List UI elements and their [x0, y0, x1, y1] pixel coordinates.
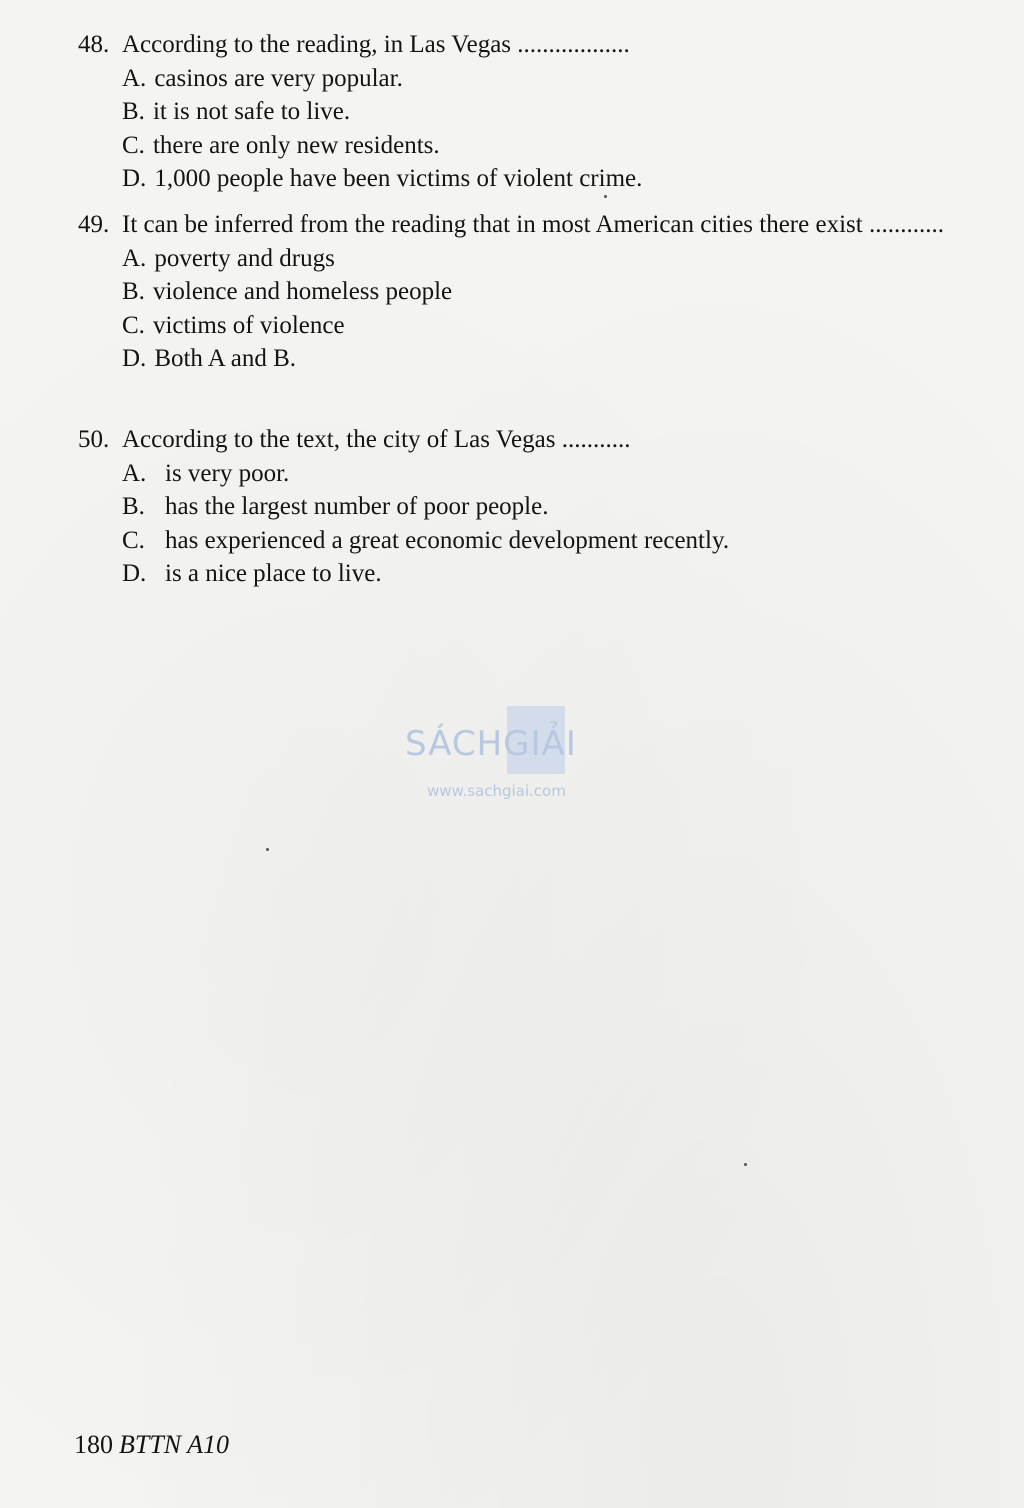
option-text: is a nice place to live. — [165, 560, 382, 587]
answer-options — [78, 242, 958, 376]
option-letter: C. — [122, 526, 145, 554]
watermark — [405, 704, 619, 804]
question-number: 49. — [78, 211, 110, 238]
option-b — [122, 275, 958, 309]
question-stem — [78, 28, 958, 62]
watermark-url: www.sachgiai.com — [427, 782, 566, 800]
scan-speck — [604, 195, 607, 198]
option-b — [122, 95, 958, 129]
option-d — [122, 557, 958, 591]
option-letter: D. — [122, 345, 147, 372]
question-number: 50. — [78, 426, 110, 453]
page-footer — [74, 1430, 229, 1460]
question-49 — [78, 208, 958, 376]
question-text: According to the reading, in Las Vegas .................. — [122, 31, 630, 58]
question-50 — [78, 423, 958, 591]
question-text: According to the text, the city of Las Vegas ........... — [122, 426, 631, 453]
option-text: is very poor. — [165, 459, 290, 487]
option-c — [122, 129, 958, 163]
option-c — [122, 524, 958, 558]
option-text: there are only new residents. — [152, 131, 440, 159]
option-a — [122, 457, 958, 491]
option-b — [122, 490, 958, 524]
page-number: 180 — [74, 1430, 113, 1459]
option-c — [122, 309, 958, 343]
option-letter: B. — [122, 278, 145, 305]
option-text: violence and homeless people — [152, 278, 453, 305]
option-letter: A. — [122, 64, 147, 92]
scan-speck — [266, 848, 269, 851]
answer-options — [78, 62, 958, 196]
option-letter: A. — [122, 459, 147, 487]
question-stem — [78, 208, 958, 242]
option-a — [122, 242, 958, 276]
option-d — [122, 342, 958, 376]
option-letter: A. — [122, 244, 147, 272]
option-d — [122, 162, 958, 196]
option-text: casinos are very popular. — [154, 64, 403, 92]
option-letter: C. — [122, 131, 145, 159]
watermark-brand: SÁCHGIẢI — [405, 724, 577, 764]
question-stem — [78, 423, 958, 457]
option-text: it is not safe to live. — [152, 98, 351, 125]
book-series: BTTN A10 — [119, 1430, 230, 1459]
option-a — [122, 62, 958, 96]
option-text: has experienced a great economic development recently. — [165, 526, 730, 554]
scan-speck — [744, 1163, 747, 1166]
option-letter: D. — [122, 165, 147, 192]
answer-options — [78, 457, 958, 591]
option-text: victims of violence — [152, 311, 345, 339]
question-48 — [78, 28, 958, 196]
option-text: has the largest number of poor people. — [165, 493, 549, 520]
option-letter: B. — [122, 98, 145, 125]
question-number: 48. — [78, 31, 110, 58]
option-text: Both A and B. — [154, 345, 296, 372]
option-letter: C. — [122, 311, 145, 339]
option-text: poverty and drugs — [154, 244, 335, 272]
option-text: 1,000 people have been victims of violent crime. — [154, 165, 643, 192]
option-letter: D. — [122, 560, 147, 587]
question-text: It can be inferred from the reading that in most American cities there exist ............ — [122, 211, 944, 238]
option-letter: B. — [122, 493, 145, 520]
